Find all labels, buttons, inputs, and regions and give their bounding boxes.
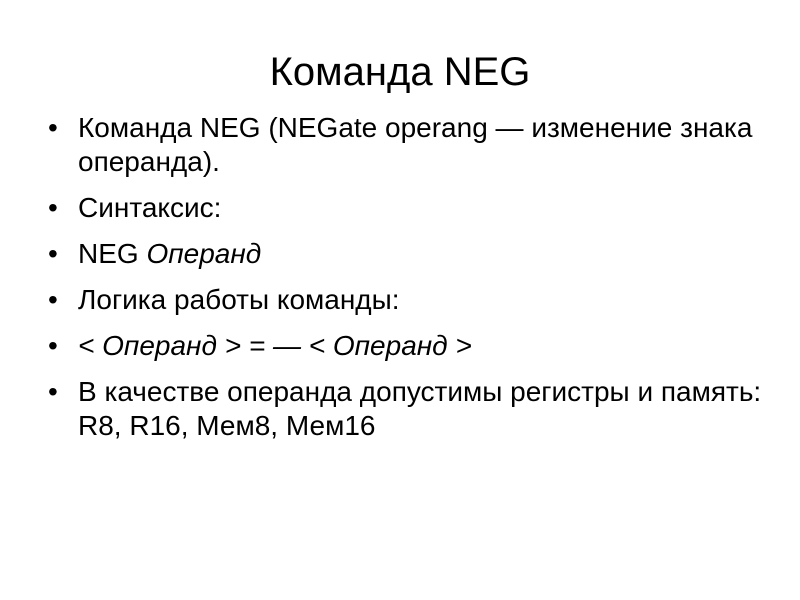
bullet-text: Логика работы команды: bbox=[78, 284, 400, 315]
bullet-dot-icon: • bbox=[48, 112, 58, 143]
slide-title: Команда NEG bbox=[269, 50, 531, 94]
bullet-text: В качестве операнда допустимы регистры и память: R8, R16, Мем8, Мем16 bbox=[78, 376, 762, 441]
bullet-item bbox=[48, 329, 768, 363]
bullet-text: Команда NEG (NEGate operang — изменение знака операнда). bbox=[78, 112, 753, 177]
bullet-dot-icon: • bbox=[48, 284, 58, 315]
bullet-list bbox=[48, 111, 768, 455]
bullet-text-italic: < Операнд > = — < Операнд > bbox=[78, 330, 472, 361]
bullet-item bbox=[48, 191, 768, 225]
bullet-text-italic: Операнд bbox=[146, 238, 262, 269]
bullet-dot-icon: • bbox=[48, 238, 58, 269]
bullet-dot-icon: • bbox=[48, 330, 58, 361]
bullet-text-prefix: NEG bbox=[78, 238, 147, 269]
bullet-item bbox=[48, 237, 768, 271]
bullet-text: Синтаксис: bbox=[78, 192, 222, 223]
bullet-item bbox=[48, 375, 768, 443]
bullet-dot-icon: • bbox=[48, 192, 58, 223]
bullet-dot-icon: • bbox=[48, 376, 58, 407]
bullet-item bbox=[48, 283, 768, 317]
bullet-item bbox=[48, 111, 768, 179]
